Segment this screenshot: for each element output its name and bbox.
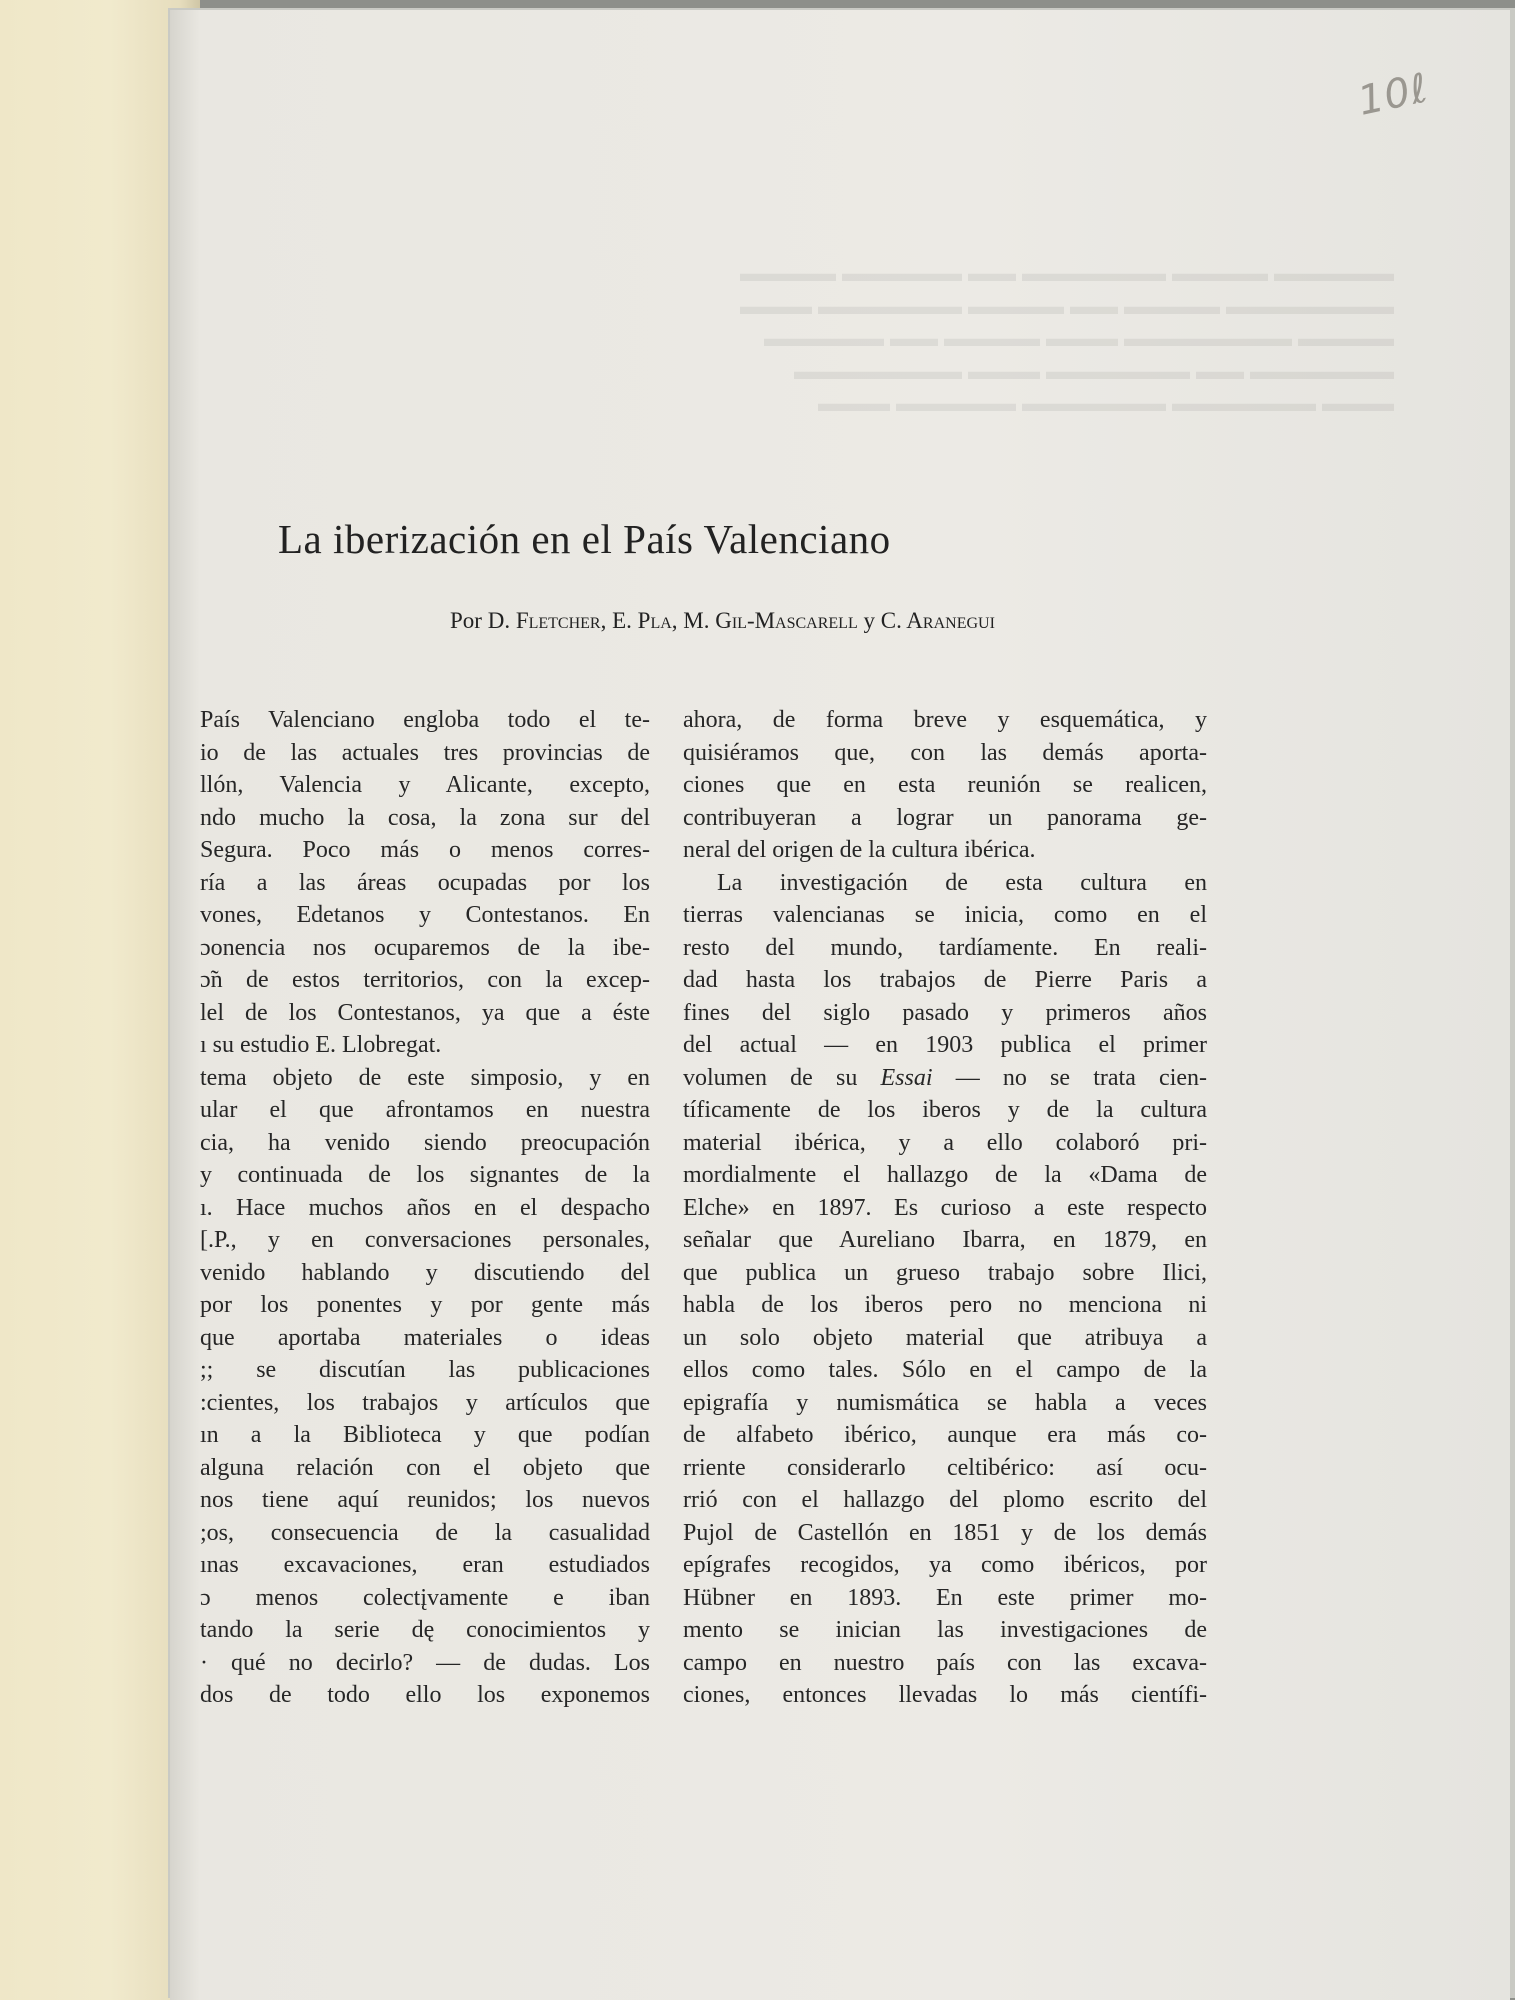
text-line: por los ponentes y por gente más — [200, 1292, 650, 1318]
text-line: ;; se discutían las publicaciones — [200, 1357, 650, 1383]
text-line: ahora, de forma breve y esquemática, y — [683, 707, 1207, 733]
text-line: cia, ha venido siendo preocupación — [200, 1129, 650, 1156]
text-line: resto del mundo, tardíamente. En reali- — [683, 934, 1207, 961]
text-line: rriente considerarlo celtibérico: así ocu- — [683, 1454, 1207, 1481]
text-line: contribuyeran a lograr un panorama ge- — [683, 804, 1207, 831]
book-title-essai: Essai — [880, 1064, 933, 1091]
text-line: habla de los iberos pero no menciona ni — [683, 1292, 1207, 1318]
text-line: ɔ̃n de estos territorios, con la excep- — [200, 967, 650, 993]
author-fletcher: D. Fletcher, — [487, 608, 607, 633]
text-line: un solo objeto material que atribuya a — [683, 1324, 1207, 1351]
text-line: [.P., y en conversaciones personales, — [200, 1227, 650, 1253]
article-title: La iberización en el País Valenciano — [278, 516, 891, 562]
text-line: material ibérica, y a ello colaboró pri- — [683, 1129, 1207, 1156]
author-prefix: Por — [450, 608, 482, 633]
handwritten-page-number: 10ℓ — [1353, 65, 1433, 125]
text-line: tierras valencianas se inicia, como en el — [683, 902, 1207, 928]
text-line: ndo mucho la cosa, la zona sur del — [200, 804, 650, 831]
text-line: Pujol de Castellón en 1851 y de los demás — [683, 1519, 1207, 1546]
author-gil-mascarell: M. Gil-Mascarell — [683, 608, 858, 633]
text-line: ɔonencia nos ocuparemos de la ibe- — [200, 934, 650, 961]
text-line: tema objeto de este simposio, y en — [200, 1064, 650, 1091]
text-line: ınas excavaciones, eran estudiados — [200, 1552, 650, 1578]
text-line: señalar que Aureliano Ibarra, en 1879, en — [683, 1227, 1207, 1253]
text-line: ellos como tales. Sólo en el campo de la — [683, 1357, 1207, 1383]
text-line: que publica un grueso trabajo sobre Ilici, — [683, 1259, 1207, 1286]
text-line: y continuada de los signantes de la — [200, 1162, 650, 1188]
text-line: fines del siglo pasado y primeros años — [683, 999, 1207, 1026]
author-aranegui: C. Aranegui — [880, 608, 995, 633]
text-line: · qué no decirlo? — de dudas. Los — [200, 1649, 650, 1676]
text-line: vones, Edetanos y Contestanos. En — [200, 902, 650, 928]
text-line: dos de todo ello los exponemos — [200, 1682, 650, 1708]
body-column-right — [683, 704, 1207, 1712]
author-pla: E. Pla, — [612, 608, 678, 633]
text-line: tando la serie dę conocimientos y — [200, 1617, 650, 1643]
text-line: de alfabeto ibérico, aunque era más co- — [683, 1422, 1207, 1448]
text-line: País Valenciano engloba todo el te- — [200, 707, 650, 733]
text-line: alguna relación con el objeto que — [200, 1454, 650, 1481]
text-line: que aportaba materiales o ideas — [200, 1324, 650, 1351]
text-line: Elche» en 1897. Es curioso a este respecto — [683, 1194, 1207, 1221]
text-line: ı. Hace muchos años en el despacho — [200, 1194, 650, 1221]
text-line: rrió con el hallazgo del plomo escrito del — [683, 1487, 1207, 1513]
text-line: ciones, entonces llevadas lo más científi- — [683, 1682, 1207, 1708]
text-line: ın a la Biblioteca y que podían — [200, 1422, 650, 1448]
text-line: del actual — en 1903 publica el primer — [683, 1032, 1207, 1058]
text-line: ciones que en esta reunión se realicen, — [683, 772, 1207, 798]
text-line: quisiéramos que, con las demás aporta- — [683, 739, 1207, 766]
body-column-left — [200, 704, 650, 1712]
text-line: campo en nuestro país con las excava- — [683, 1649, 1207, 1676]
text-line: epigrafía y numismática se habla a veces — [683, 1389, 1207, 1416]
text-line: :cientes, los trabajos y artículos que — [200, 1389, 650, 1416]
text-line: mordialmente el hallazgo de la «Dama de — [683, 1162, 1207, 1188]
text-line: epígrafes recogidos, ya como ibéricos, por — [683, 1552, 1207, 1578]
show-through-text: ▬▬▬▬▬ ▬▬▬▬ ▬▬▬▬▬▬ ▬▬ ▬▬▬▬▬ ▬▬▬▬ ▬▬▬▬▬▬▬ ▬▬▬▬ ▬▬ ▬▬▬▬ ▬▬▬▬▬▬ ▬▬▬ ▬▬▬▬ ▬▬▬▬▬▬▬ ▬▬▬ ▬▬▬▬ ▬▬ ▬▬▬▬▬ ▬▬▬▬▬▬ ▬▬ ▬▬▬▬▬▬ ▬▬▬ ▬▬▬▬▬▬▬ ▬▬▬ ▬▬▬▬▬▬ ▬▬▬▬▬▬ ▬▬▬▬▬ ▬▬▬ — [740, 261, 1394, 417]
text-line: neral del origen de la cultura ibérica. — [683, 837, 1036, 863]
text-line: llón, Valencia y Alicante, excepto, — [200, 772, 650, 798]
author-line — [450, 608, 995, 634]
text-line: lel de los Contestanos, ya que a éste — [200, 999, 650, 1026]
text-line: tíficamente de los iberos y de la cultura — [683, 1097, 1207, 1123]
text-line: venido hablando y discutiendo del — [200, 1259, 650, 1286]
text-line: io de las actuales tres provincias de — [200, 739, 650, 766]
text-line: ı su estudio E. Llobregat. — [200, 1032, 442, 1058]
text-line: mento se inician las investigaciones de — [683, 1617, 1207, 1643]
text-line: ular el que afrontamos en nuestra — [200, 1097, 650, 1123]
text-line: ;os, consecuencia de la casualidad — [200, 1519, 650, 1546]
text-line: nos tiene aquí reunidos; los nuevos — [200, 1487, 650, 1513]
text-line: La investigación de esta cultura en — [717, 869, 1207, 896]
author-conjunction: y — [863, 608, 875, 633]
text-line: ría a las áreas ocupadas por los — [200, 869, 650, 896]
text-line: volumen de su Essai — no se trata cien- — [683, 1064, 1207, 1091]
text-line: Segura. Poco más o menos corres- — [200, 837, 650, 863]
text-line: Hübner en 1893. En este primer mo- — [683, 1584, 1207, 1611]
text-line: ɔ menos colectįvamente e iban — [200, 1584, 650, 1611]
text-line: dad hasta los trabajos de Pierre Paris a — [683, 967, 1207, 993]
